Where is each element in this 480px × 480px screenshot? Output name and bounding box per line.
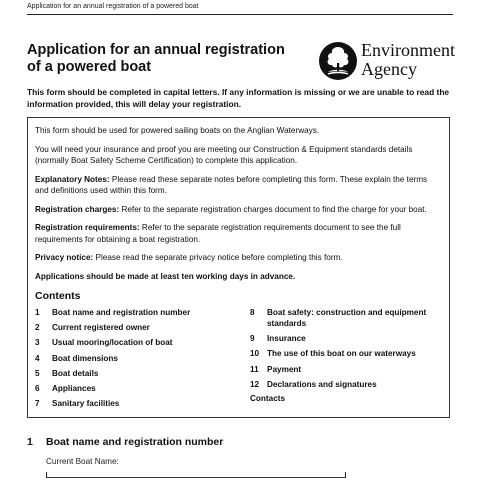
toc-item-4[interactable] — [35, 353, 245, 364]
contents-left-column — [35, 307, 245, 413]
registration-charges-text: Refer to the separate registration charges document to find the charge for your boat. — [119, 204, 427, 214]
toc-label: Boat safety: construction and equipment standards — [267, 308, 427, 328]
toc-number: 4 — [35, 353, 40, 363]
guidance-box — [27, 117, 450, 418]
toc-number: 10 — [250, 349, 260, 359]
toc-number: 1 — [35, 308, 40, 317]
toc-item-12[interactable] — [250, 379, 450, 390]
privacy-notice-text: Please read the separate privacy notice before completing this form. — [93, 253, 343, 262]
toc-label: Payment — [267, 364, 302, 374]
agency-logo-icon — [318, 41, 358, 81]
toc-item-10[interactable] — [250, 348, 450, 359]
current-boat-name-field[interactable] — [46, 472, 346, 478]
title-line-2: of a powered boat — [27, 59, 152, 75]
toc-label: The use of this boat on our waterways — [267, 349, 416, 359]
page-title — [27, 42, 287, 76]
environment-agency-logo — [318, 41, 460, 81]
toc-label: Boat dimensions — [52, 353, 118, 363]
box-paragraph-4 — [35, 204, 443, 216]
section-title: Boat name and registration number — [46, 436, 224, 448]
toc-item-11[interactable] — [250, 364, 450, 375]
toc-number: 11 — [250, 364, 259, 374]
box-paragraph-6 — [35, 252, 443, 264]
contents-right-column — [250, 307, 450, 403]
toc-item-7[interactable] — [35, 398, 245, 409]
toc-item-2[interactable] — [35, 322, 245, 333]
toc-label: Current registered owner — [52, 323, 150, 333]
advance-notice-text: Applications should be made at least ten working days in advance. — [35, 271, 296, 281]
toc-item-3[interactable] — [35, 337, 245, 348]
registration-requirements-text: Refer to the separate registration requirements document to see the full requirements for obtaining a boat registration. — [35, 223, 401, 244]
section-1-heading — [27, 436, 223, 448]
registration-charges-label: Registration charges: — [35, 204, 120, 214]
toc-number: 12 — [250, 379, 260, 389]
toc-label: Boat details — [52, 368, 99, 378]
toc-label: Insurance — [267, 334, 306, 344]
toc-label: Declarations and signatures — [267, 379, 377, 389]
box-paragraph-1: This form should be used for powered sailing boats on the Anglian Waterways. — [35, 126, 320, 135]
running-head: Application for an annual registration of a powered boat — [27, 3, 199, 10]
toc-number: 7 — [35, 399, 40, 409]
contents-title: Contents — [35, 290, 81, 302]
explanatory-notes-label: Explanatory Notes: — [35, 174, 110, 184]
logo-text-line-2: Agency — [361, 59, 417, 79]
toc-item-8[interactable] — [250, 307, 450, 329]
intro-text: This form should be completed in capital letters. If any information is missing or we are unable to read the information provided, this will delay your registration. — [27, 87, 450, 109]
toc-item-5[interactable] — [35, 368, 245, 379]
privacy-notice-label: Privacy notice: — [35, 253, 94, 262]
toc-number: 2 — [35, 323, 40, 333]
toc-contacts[interactable]: Contacts — [250, 393, 286, 403]
toc-number: 9 — [250, 334, 255, 344]
title-line-1: Application for an annual registration — [27, 42, 285, 58]
box-paragraph-5 — [35, 222, 443, 245]
toc-item-1[interactable] — [35, 307, 245, 318]
toc-item-6[interactable] — [35, 383, 245, 394]
toc-number: 5 — [35, 368, 40, 378]
header-rule — [27, 14, 453, 15]
logo-text-line-1: Environment — [361, 40, 455, 60]
toc-label: Boat name and registration number — [52, 308, 191, 317]
toc-number: 6 — [35, 383, 40, 393]
logo-text — [361, 41, 455, 79]
toc-number: 8 — [250, 308, 255, 317]
box-paragraph-2: You will need your insurance and proof you are meeting our Construction & Equipment standards details (normally Boat Safety Scheme Certification) to complete this application. — [35, 144, 413, 165]
toc-item-9[interactable] — [250, 333, 450, 344]
current-boat-name-label: Current Boat Name: — [46, 457, 119, 466]
box-paragraph-7 — [35, 271, 443, 283]
box-paragraph-3 — [35, 174, 443, 197]
explanatory-notes-text: Please read these separate notes before completing this form. These explain the terms and definitions used within this form. — [35, 174, 428, 195]
section-number: 1 — [27, 436, 33, 448]
registration-requirements-label: Registration requirements: — [35, 223, 140, 232]
toc-label: Usual mooring/location of boat — [52, 338, 173, 348]
toc-label: Sanitary facilities — [52, 399, 120, 409]
toc-number: 3 — [35, 338, 40, 348]
toc-label: Appliances — [52, 383, 96, 393]
